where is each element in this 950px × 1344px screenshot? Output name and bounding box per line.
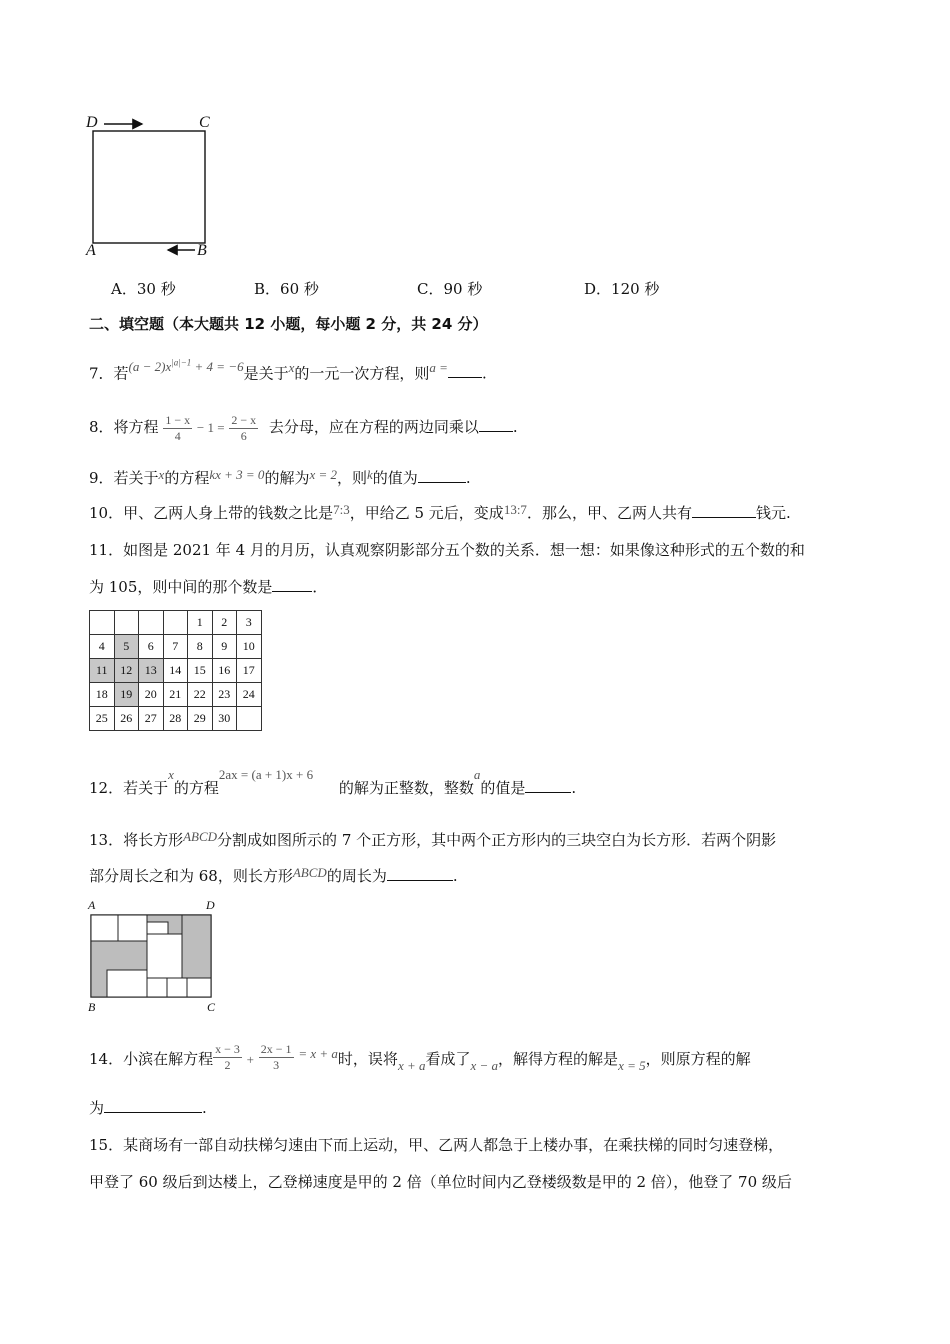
calendar-cell: 12 xyxy=(114,659,139,683)
q7-math: (a − 2)x xyxy=(128,359,172,375)
q14-expr-2: x − a xyxy=(470,1058,499,1073)
label-d: D xyxy=(86,114,98,131)
q10-text3: ．那么，甲、乙两人共有 xyxy=(526,504,692,522)
q13-answer-blank[interactable] xyxy=(387,866,453,881)
question-15-line-2: 甲登了 60 级后到达楼上，乙登梯速度是甲的 2 倍（单位时间内乙登楼级数是甲的 2 倍），他登了 70 级后 xyxy=(89,1173,792,1191)
q14-text3: ，解得方程的解是 xyxy=(498,1050,619,1068)
rect-label-d: D xyxy=(206,898,215,912)
q9-solution: x = 2 xyxy=(309,467,337,482)
label-a: A xyxy=(86,242,96,259)
calendar-table xyxy=(89,610,262,731)
q8-math-mid: − 1 = xyxy=(196,420,225,435)
q14-text1: 时，误将 xyxy=(337,1050,398,1068)
q7-end: . xyxy=(481,364,487,383)
q14-solution: x = 5 xyxy=(618,1058,646,1073)
question-12 xyxy=(89,768,576,809)
calendar-cell: 27 xyxy=(139,707,164,731)
q11-line2-text: 为 105，则中间的那个数是 xyxy=(89,578,273,596)
calendar-cell: 11 xyxy=(90,659,115,683)
q13-abcd: ABCD xyxy=(183,829,218,844)
calendar-cell xyxy=(237,707,262,731)
question-10 xyxy=(89,503,791,524)
q13-number: 13．将长方形 xyxy=(89,831,184,849)
q12-equation: 2ax = (a + 1)x + 6 xyxy=(218,767,314,782)
q13-abcd-2: ABCD xyxy=(292,865,327,880)
q8-text: 去分母，应在方程的两边同乘以 xyxy=(268,418,479,436)
calendar-row xyxy=(90,659,262,683)
q9-var-k: k xyxy=(367,467,373,482)
calendar-cell: 3 xyxy=(237,611,262,635)
q14-rhs: = x + a xyxy=(298,1046,338,1061)
square-figure xyxy=(84,112,224,262)
calendar-cell xyxy=(139,611,164,635)
q10-answer-blank[interactable] xyxy=(692,503,756,518)
question-8 xyxy=(89,412,518,444)
q10-ratio-2: 13:7 xyxy=(503,502,527,517)
q12-var-x: x xyxy=(168,767,174,782)
option-c[interactable]: C．90 秒 xyxy=(417,280,483,298)
q14-fraction-1: $\frac{x - 3}{2}$ xyxy=(215,1041,240,1072)
q7-var-x: x xyxy=(288,360,295,376)
calendar-cell: 15 xyxy=(188,659,213,683)
calendar-cell: 23 xyxy=(212,683,237,707)
square-figure-svg xyxy=(84,112,224,262)
calendar-cell: 30 xyxy=(212,707,237,731)
question-14 xyxy=(89,1042,751,1077)
rect-label-b: B xyxy=(88,1000,96,1014)
q14-text2: 看成了 xyxy=(425,1050,471,1068)
question-9 xyxy=(89,468,471,489)
calendar-cell: 19 xyxy=(114,683,139,707)
q14-text4: ，则原方程的解 xyxy=(645,1050,751,1068)
q12-text3: 的值是 xyxy=(480,779,526,797)
q7-text2: 的一元一次方程，则 xyxy=(294,364,430,383)
calendar-cell: 28 xyxy=(163,707,188,731)
rect-label-c: C xyxy=(207,1000,216,1014)
calendar-cell: 20 xyxy=(139,683,164,707)
question-7 xyxy=(89,360,487,384)
question-13-line-2 xyxy=(89,866,458,887)
q11-end: ． xyxy=(312,578,328,596)
q12-end: . xyxy=(571,779,577,797)
calendar-cell: 18 xyxy=(90,683,115,707)
calendar-cell: 16 xyxy=(212,659,237,683)
calendar-cell: 9 xyxy=(212,635,237,659)
calendar-cell xyxy=(163,611,188,635)
q14-number: 14．小滨在解方程 xyxy=(89,1050,214,1068)
q9-end: . xyxy=(465,469,471,487)
q7-var-a: a = xyxy=(429,360,448,376)
question-14-line-2 xyxy=(89,1098,207,1118)
q13-end: . xyxy=(452,867,458,885)
option-b[interactable]: B．60 秒 xyxy=(254,280,319,298)
q8-answer-blank[interactable] xyxy=(479,417,513,432)
calendar-cell: 13 xyxy=(139,659,164,683)
q8-fraction-1: $\frac{1 - x}{4}$ xyxy=(165,412,191,443)
rectangle-figure xyxy=(86,898,226,1018)
q13-line2b: 的周长为 xyxy=(326,867,387,885)
calendar-cell xyxy=(90,611,115,635)
q14-plus: + xyxy=(246,1052,254,1067)
q9-answer-blank[interactable] xyxy=(418,468,466,483)
label-b: B xyxy=(197,242,207,259)
q9-number: 9．若关于 xyxy=(89,469,159,487)
q13-text1: 分割成如图所示的 7 个正方形，其中两个正方形内的三块空白为长方形．若两个阴影 xyxy=(217,831,777,849)
calendar-row xyxy=(90,611,262,635)
calendar-cell: 26 xyxy=(114,707,139,731)
q11-answer-blank[interactable] xyxy=(272,577,312,592)
q14-fraction-2: $\frac{2x - 1}{3}$ xyxy=(260,1041,292,1072)
calendar-cell: 2 xyxy=(212,611,237,635)
calendar-cell: 29 xyxy=(188,707,213,731)
calendar-cell: 25 xyxy=(90,707,115,731)
calendar-cell: 4 xyxy=(90,635,115,659)
q9-text4: 的值为 xyxy=(372,469,418,487)
q7-text1: 是关于 xyxy=(243,364,289,383)
q12-text2: 的解为正整数，整数 xyxy=(338,779,474,797)
q8-fraction-2: $\frac{2 - x}{6}$ xyxy=(231,412,257,443)
calendar-cell: 24 xyxy=(237,683,262,707)
option-d[interactable]: D．120 秒 xyxy=(584,280,660,298)
q8-end: . xyxy=(512,418,518,436)
calendar-cell: 10 xyxy=(237,635,262,659)
square-outline xyxy=(93,131,205,243)
q9-text3: ，则 xyxy=(337,469,368,487)
q14-expr-1: x + a xyxy=(397,1058,426,1073)
rect-label-a: A xyxy=(88,898,96,912)
q10-text2: ，甲给乙 5 元后，变成 xyxy=(349,504,504,522)
q7-answer-blank[interactable] xyxy=(448,363,482,378)
calendar-cell: 7 xyxy=(163,635,188,659)
label-c: C xyxy=(199,114,210,131)
calendar-cell: 21 xyxy=(163,683,188,707)
q10-text1: 10．甲、乙两人身上带的钱数之比是 xyxy=(89,504,334,522)
q7-number: 7．若 xyxy=(89,364,129,383)
q7-math-tail: + 4 = −6 xyxy=(194,359,244,375)
calendar-cell: 22 xyxy=(188,683,213,707)
calendar-row xyxy=(90,683,262,707)
calendar-cell: 8 xyxy=(188,635,213,659)
calendar-cell: 17 xyxy=(237,659,262,683)
q9-text1: 的方程 xyxy=(164,469,210,487)
rectangle-figure-svg xyxy=(86,898,226,1018)
q12-var-a: a xyxy=(473,767,481,782)
q14-end: . xyxy=(202,1099,207,1117)
q14-line2: 为 xyxy=(89,1099,105,1117)
question-15-line-1: 15．某商场有一部自动扶梯匀速由下而上运动，甲、乙两人都急于上楼办事，在乘扶梯的同时匀速登梯， xyxy=(89,1136,784,1154)
q8-number: 8．将方程 xyxy=(89,418,159,436)
question-13-line-1 xyxy=(89,830,776,851)
calendar-row xyxy=(90,635,262,659)
q9-var-x: x xyxy=(158,467,165,482)
q12-text1: 的方程 xyxy=(173,779,219,797)
calendar-row xyxy=(90,707,262,731)
calendar-cell: 14 xyxy=(163,659,188,683)
calendar-cell: 6 xyxy=(139,635,164,659)
option-a[interactable]: A．30 秒 xyxy=(111,280,176,298)
calendar-cell: 1 xyxy=(188,611,213,635)
q12-number: 12．若关于 xyxy=(89,779,169,797)
q10-end: 钱元. xyxy=(755,504,791,522)
question-11-line-2 xyxy=(89,577,327,597)
calendar-cell: 5 xyxy=(114,635,139,659)
section-heading: 二、填空题（本大题共 12 小题，每小题 2 分，共 24 分） xyxy=(89,315,488,333)
calendar-cell xyxy=(114,611,139,635)
q14-answer-blank[interactable] xyxy=(104,1098,202,1113)
q7-exponent: |a|−1 xyxy=(171,358,192,368)
q10-ratio-1: 7:3 xyxy=(333,502,350,517)
q13-line2a: 部分周长之和为 68，则长方形 xyxy=(89,867,293,885)
question-11-line-1: 11．如图是 2021 年 4 月的月历，认真观察阴影部分五个数的关系．想一想：如果像这种形式的五个数的和 xyxy=(89,541,805,559)
q9-equation: kx + 3 = 0 xyxy=(209,467,265,482)
q9-text2: 的解为 xyxy=(264,469,310,487)
q12-answer-blank[interactable] xyxy=(525,778,571,793)
